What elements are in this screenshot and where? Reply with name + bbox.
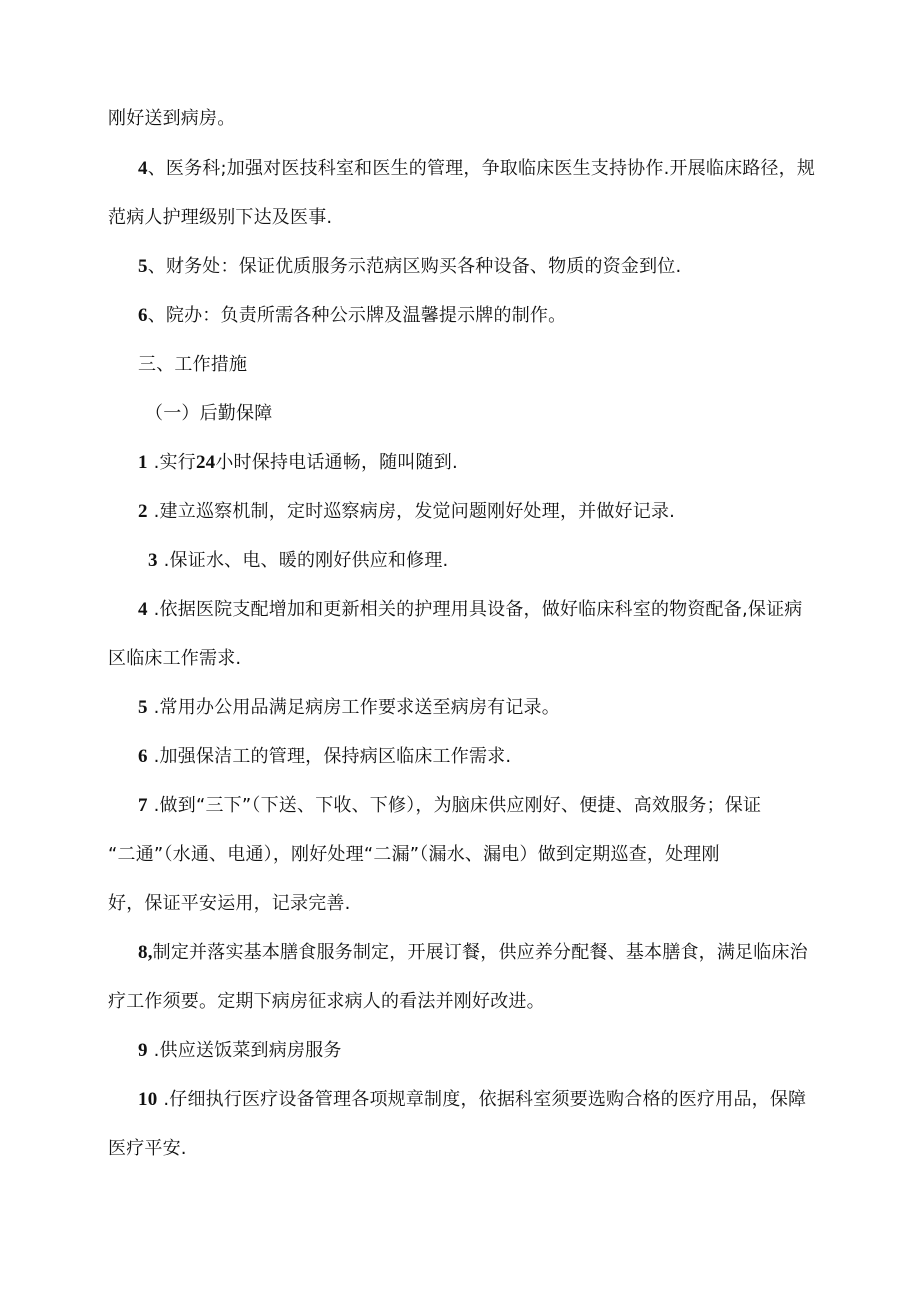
text-line: 6 .加强保洁工的管理，保持病区临床工作需求.	[138, 746, 512, 767]
text-line: 7 .做到“三下”（下送、下收、下修），为脑床供应刚好、便捷、高效服务；保证	[138, 795, 762, 816]
section-heading: 三、工作措施	[138, 354, 248, 375]
text-line: 4、医务科;加强对医技科室和医生的管理，争取临床医生支持协作.开展临床路径，规	[138, 158, 816, 179]
text-line: 医疗平安.	[108, 1138, 187, 1159]
text-line: 区临床工作需求.	[108, 648, 242, 669]
text-line: 3 .保证水、电、暖的刚好供应和修理.	[148, 550, 449, 571]
subsection-heading: （一）后勤保障	[145, 403, 273, 424]
text-line: 8,制定并落实基本膳食服务制定，开展订餐，供应养分配餐、基本膳食，满足临床治	[138, 942, 808, 963]
text-line: 疗工作须要。定期下病房征求病人的看法并刚好改进。	[108, 991, 545, 1012]
text-line: 好，保证平安运用，记录完善.	[108, 893, 351, 914]
text-line: 1 .实行24小时保持电话通畅，随叫随到.	[138, 452, 458, 473]
text-line: 5、财务处：保证优质服务示范病区购买各种设备、物质的资金到位.	[138, 256, 682, 277]
text-line: 6、院办：负责所需各种公示牌及温馨提示牌的制作。	[138, 305, 567, 326]
text-line: 刚好送到病房。	[108, 108, 236, 129]
text-line: “二通”（水通、电通），刚好处理“二漏”（漏水、漏电）做到定期巡查，处理刚	[108, 844, 720, 865]
text-line: 10 .仔细执行医疗设备管理各项规章制度，依据科室须要选购合格的医疗用品，保障	[138, 1089, 807, 1110]
text-line: 范病人护理级别下达及医事.	[108, 207, 333, 228]
text-line: 9 .供应送饭菜到病房服务	[138, 1040, 342, 1061]
text-line: 4 .依据医院支配增加和更新相关的护理用具设备，做好临床科室的物资配备,保证病	[138, 599, 803, 620]
text-line: 5 .常用办公用品满足病房工作要求送至病房有记录。	[138, 697, 560, 718]
text-line: 2 .建立巡察机制，定时巡察病房，发觉问题刚好处理，并做好记录.	[138, 501, 676, 522]
